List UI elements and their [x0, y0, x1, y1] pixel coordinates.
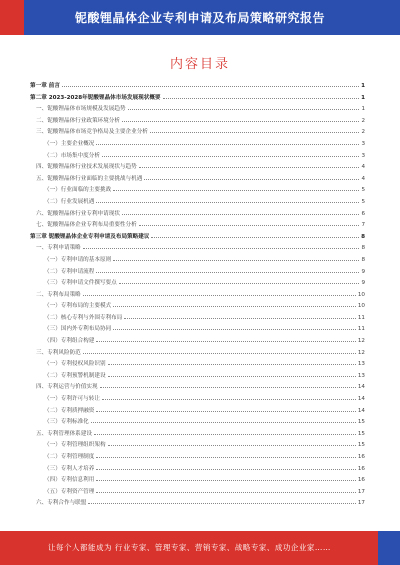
toc-entry[interactable] [30, 358, 365, 367]
toc-entry-text: 六、铌酸锂晶体行业专利申请现状 [36, 210, 120, 217]
toc-leader-dots [113, 260, 359, 261]
toc-leader-dots [91, 422, 356, 423]
toc-entry-text: （一）专利侵权风险识别 [44, 361, 106, 368]
toc-leader-dots [128, 109, 360, 110]
toc-leader-dots [108, 364, 356, 365]
toc-entry[interactable] [30, 335, 365, 344]
toc-entry[interactable] [30, 115, 365, 124]
footer-accent [378, 531, 400, 565]
toc-entry[interactable] [30, 370, 365, 379]
toc-entry-text: 四、铌酸锂晶体行业技术发展现状与趋势 [36, 164, 137, 171]
toc-entry[interactable] [30, 393, 365, 402]
toc-leader-dots [113, 190, 359, 191]
toc-leader-dots [150, 132, 360, 133]
toc-page-number: 2 [361, 129, 365, 136]
toc-page-number: 13 [357, 361, 365, 368]
toc-leader-dots [96, 144, 359, 145]
toc-leader-dots [96, 492, 356, 493]
toc-entry-text: 第二章 2023-2028年铌酸锂晶体市场发展现状概要 [30, 94, 161, 101]
toc-page-number: 17 [357, 500, 365, 507]
toc-entry-text: （四）专利组合构建 [44, 338, 95, 345]
toc-page-number: 8 [361, 245, 365, 252]
toc-entry-text: （三）国内外专利布局协同 [44, 326, 112, 333]
toc-entry-text: 三、专利风险防范 [36, 349, 81, 356]
toc-leader-dots [96, 480, 356, 481]
toc-entry-text: （一）主要企业概况 [44, 140, 95, 147]
toc-entry[interactable] [30, 173, 365, 182]
toc-page-number: 14 [357, 384, 365, 391]
toc-entry-text: 二、专利布局策略 [36, 291, 81, 298]
toc-leader-dots [83, 353, 356, 354]
toc-entry[interactable] [30, 486, 365, 495]
toc-entry[interactable] [30, 161, 365, 170]
toc-entry-text: （三）专利人才培养 [44, 465, 95, 472]
toc-entry-text: 一、专利申请策略 [36, 245, 81, 252]
table-of-contents [30, 80, 365, 509]
toc-entry-text: （一）行业面临的主要挑战 [44, 187, 112, 194]
toc-page-number: 4 [361, 175, 365, 182]
toc-entry-text: （二）专利申请流程 [44, 268, 95, 275]
toc-page-number: 9 [361, 268, 365, 275]
toc-entry[interactable] [30, 323, 365, 332]
toc-entry-text: （一）专利申请的基本原则 [44, 256, 112, 263]
toc-entry[interactable] [30, 196, 365, 205]
toc-leader-dots [151, 237, 359, 238]
toc-entry[interactable] [30, 463, 365, 472]
toc-entry-text: （一）专利许可与转让 [44, 396, 100, 403]
toc-entry[interactable] [30, 208, 365, 217]
toc-entry[interactable] [30, 381, 365, 390]
toc-page-number: 6 [361, 210, 365, 217]
toc-entry-text: （一）专利管理组织架构 [44, 442, 106, 449]
toc-leader-dots [139, 167, 360, 168]
toc-leader-dots [102, 399, 356, 400]
toc-entry-text: （一）专利布局的主要模式 [44, 303, 112, 310]
toc-entry[interactable] [30, 103, 365, 112]
toc-leader-dots [83, 248, 360, 249]
toc-entry[interactable] [30, 347, 365, 356]
toc-entry-text: 第一章 前言 [30, 83, 60, 89]
toc-page-number: 5 [361, 187, 365, 194]
header-bar [0, 0, 400, 35]
toc-leader-dots [96, 457, 356, 458]
toc-page-number: 15 [357, 419, 365, 426]
toc-entry[interactable] [30, 497, 365, 506]
toc-entry-text: （二）专利管理制度 [44, 454, 95, 460]
toc-page-number: 12 [357, 338, 365, 345]
toc-entry[interactable] [30, 451, 365, 460]
toc-entry-text: （二）行业发展机遇 [44, 198, 95, 205]
toc-leader-dots [100, 387, 356, 388]
toc-entry[interactable] [30, 405, 365, 414]
toc-page-number: 1 [361, 94, 365, 101]
toc-entry[interactable] [30, 126, 365, 135]
toc-entry[interactable] [30, 300, 365, 309]
toc-entry-text: （五）专利资产管理 [44, 488, 95, 495]
toc-leader-dots [108, 445, 356, 446]
toc-leader-dots [102, 156, 359, 157]
report-title: 铌酸锂晶体企业专利申请及布局策略研究报告 [74, 11, 325, 25]
toc-page-number: 15 [357, 430, 365, 437]
toc-entry-text: 一、铌酸锂晶体市场规模及发展趋势 [36, 106, 126, 113]
toc-leader-dots [96, 469, 356, 470]
toc-page-number: 8 [361, 233, 365, 240]
toc-page-number: 16 [357, 465, 365, 472]
toc-page-number: 4 [361, 164, 365, 171]
toc-page-number: 16 [357, 477, 365, 484]
toc-entry[interactable] [30, 474, 365, 483]
toc-page-number: 3 [361, 140, 365, 147]
toc-entry[interactable] [30, 150, 365, 159]
toc-entry-text: （二）专利质押融资 [44, 407, 95, 414]
toc-entry[interactable] [30, 231, 365, 240]
toc-entry[interactable] [30, 184, 365, 193]
toc-entry-text: 五、铌酸锂晶体行业面临的主要挑战与机遇 [36, 175, 143, 182]
toc-page-number: 17 [357, 488, 365, 495]
toc-leader-dots [122, 214, 360, 215]
toc-entry[interactable] [30, 266, 365, 275]
toc-entry[interactable] [30, 439, 365, 448]
toc-entry-text: （四）专利信息利用 [44, 477, 95, 484]
toc-page-number: 11 [357, 314, 365, 321]
toc-leader-dots [108, 376, 356, 377]
toc-page-number: 1 [361, 83, 365, 89]
toc-leader-dots [119, 283, 360, 284]
toc-page-number: 1 [361, 106, 365, 113]
toc-entry-text: （二）专利预警机制建设 [44, 372, 106, 379]
toc-leader-dots [96, 411, 356, 412]
toc-leader-dots [124, 318, 356, 319]
toc-leader-dots [96, 202, 359, 203]
toc-entry-text: 七、铌酸锂晶体企业专利布局重要性分析 [36, 222, 137, 229]
toc-page-number: 15 [357, 442, 365, 449]
toc-entry-text: 三、铌酸锂晶体市场竞争格局及主要企业分析 [36, 129, 148, 136]
toc-leader-dots [96, 341, 356, 342]
toc-page-number: 10 [357, 303, 365, 310]
toc-leader-dots [113, 306, 356, 307]
toc-entry-text: 六、专利合作与联盟 [36, 500, 87, 507]
toc-page-number: 3 [361, 152, 365, 159]
toc-leader-dots [163, 98, 360, 99]
toc-leader-dots [139, 225, 360, 226]
toc-leader-dots [62, 86, 359, 87]
toc-entry-text: （二）市场集中度分析 [44, 152, 100, 159]
toc-page-number: 14 [357, 407, 365, 414]
toc-entry[interactable] [30, 219, 365, 228]
toc-leader-dots [94, 434, 356, 435]
toc-entry[interactable] [30, 289, 365, 298]
toc-entry[interactable] [30, 312, 365, 321]
toc-entry[interactable] [30, 80, 365, 89]
toc-leader-dots [88, 503, 356, 504]
toc-page-number: 5 [361, 198, 365, 205]
toc-entry[interactable] [30, 92, 365, 101]
toc-page-number: 9 [361, 280, 365, 287]
toc-entry[interactable] [30, 416, 365, 425]
toc-page-number: 7 [361, 222, 365, 229]
toc-heading: 内容目录 [169, 57, 230, 72]
toc-entry-text: 二、铌酸锂晶体行业政策环境分析 [36, 117, 120, 124]
toc-page-number: 12 [357, 349, 365, 356]
toc-entry[interactable] [30, 138, 365, 147]
toc-page-number: 8 [361, 256, 365, 263]
toc-leader-dots [96, 272, 359, 273]
toc-page-number: 16 [357, 454, 365, 460]
toc-leader-dots [144, 179, 359, 180]
toc-entry-text: 第三章 铌酸锂晶体企业专利申请及布局策略建议 [30, 233, 150, 240]
footer-slogan: 让每个人都能成为 行业专家、管理专家、营销专家、战略专家、成功企业家…… [48, 543, 331, 552]
toc-entry[interactable] [30, 254, 365, 263]
toc-entry[interactable] [30, 428, 365, 437]
toc-leader-dots [122, 121, 360, 122]
toc-entry[interactable] [30, 242, 365, 251]
toc-page-number: 2 [361, 117, 365, 124]
toc-entry-text: 五、专利管理体系建设 [36, 430, 92, 437]
footer-bar [0, 531, 400, 565]
toc-entry-text: （二）核心专利与外围专利布局 [44, 314, 123, 321]
toc-page-number: 13 [357, 372, 365, 379]
toc-page-number: 11 [357, 326, 365, 333]
toc-leader-dots [113, 329, 356, 330]
toc-page-number: 10 [357, 291, 365, 298]
toc-leader-dots [83, 295, 356, 296]
toc-entry-text: 四、专利运营与价值实现 [36, 384, 98, 391]
toc-entry[interactable] [30, 277, 365, 286]
toc-entry-text: （三）专利申请文件撰写要点 [44, 280, 117, 287]
toc-entry-text: （三）专利标准化 [44, 419, 89, 426]
toc-page-number: 14 [357, 396, 365, 403]
